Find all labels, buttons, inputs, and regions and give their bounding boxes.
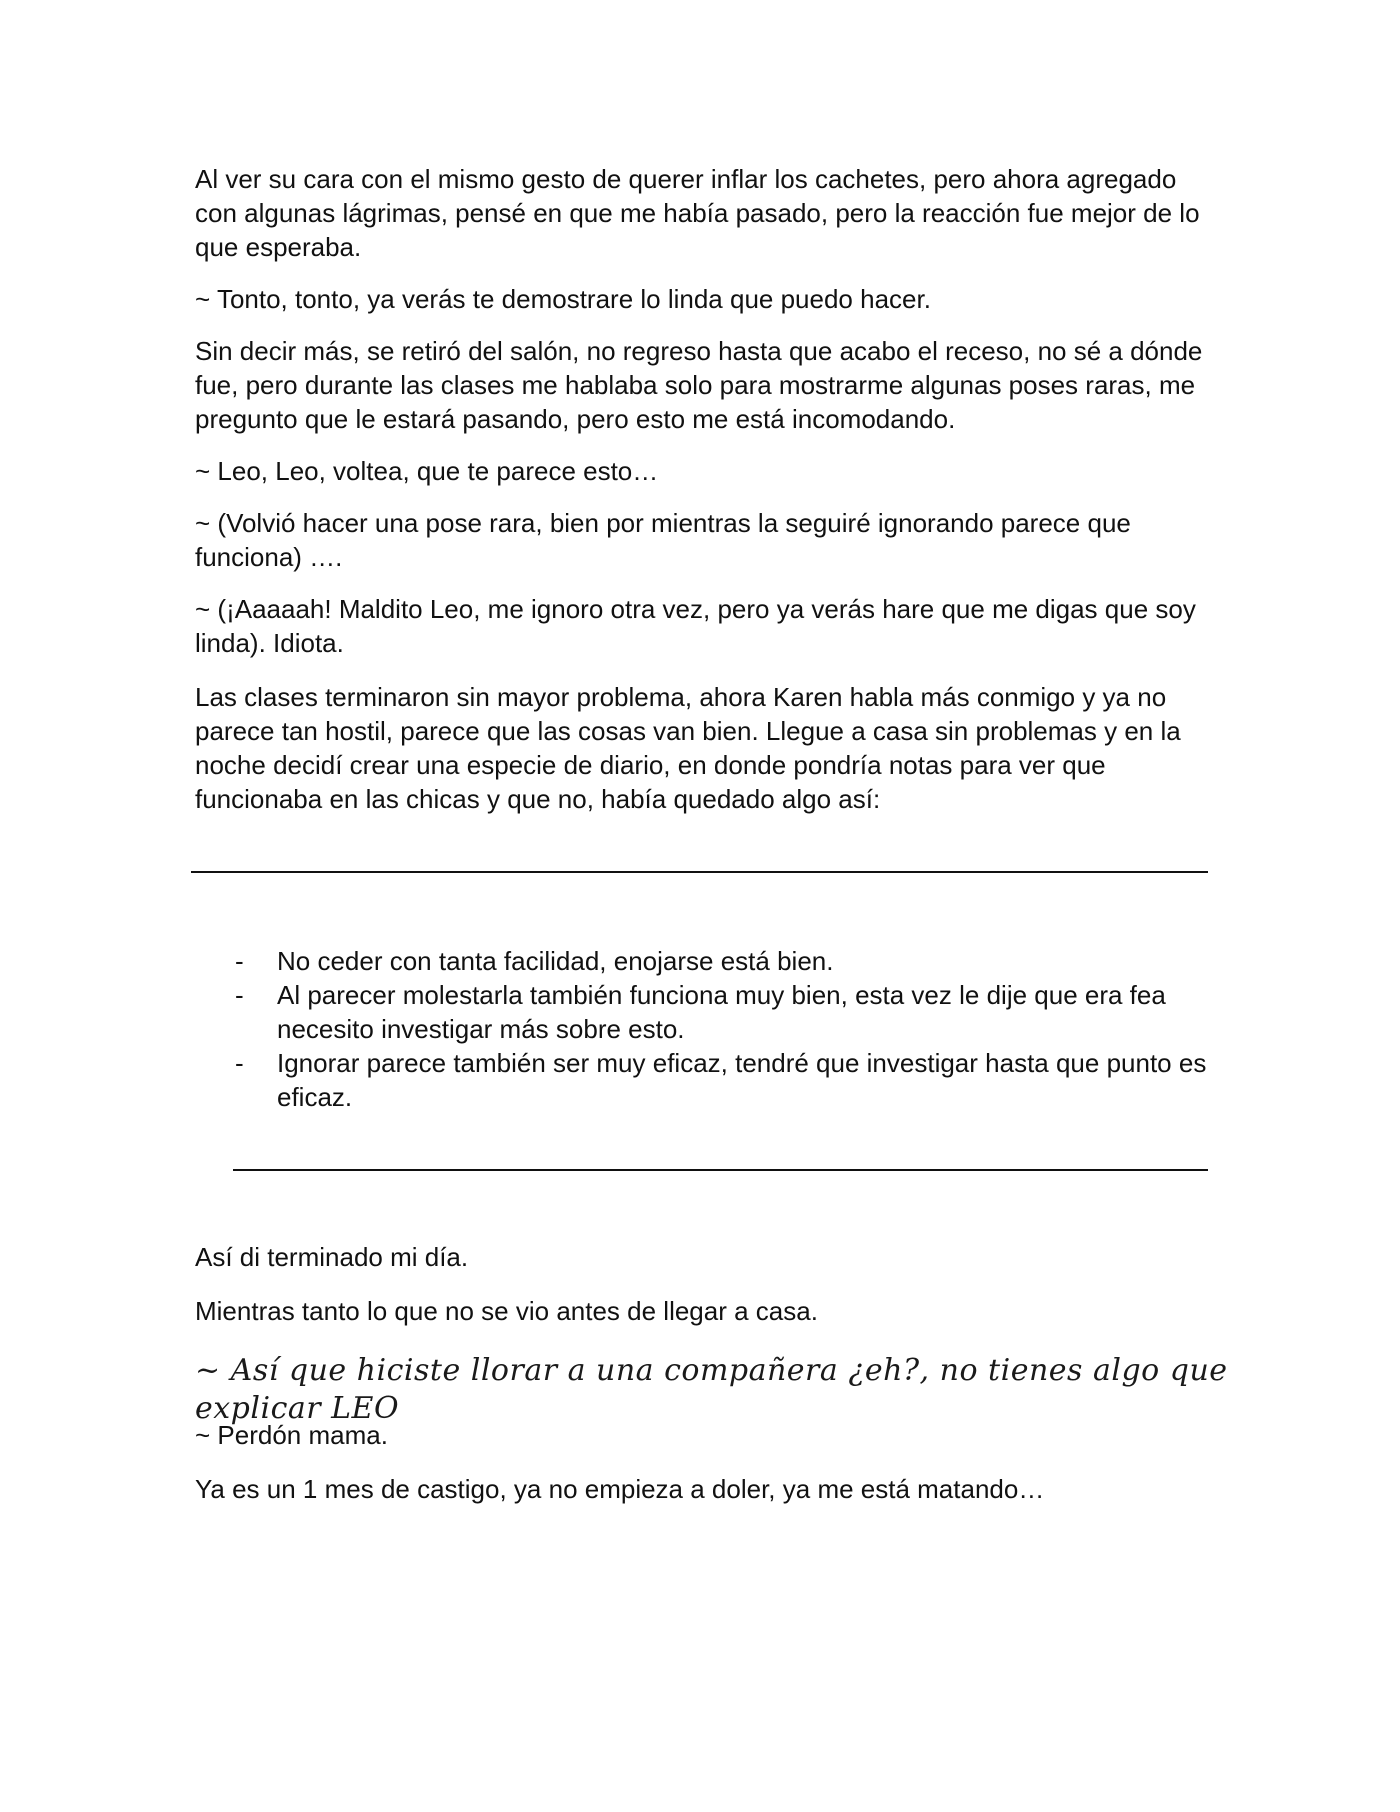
diary-top-rule xyxy=(191,871,1208,873)
paragraph-day-end: Así di terminado mi día. xyxy=(195,1242,469,1272)
diary-note-text: Al parecer molestarla también funciona muy bien, esta vez le dije que era fea necesito investigar más sobre esto. xyxy=(277,980,1166,1044)
paragraph-poses: Sin decir más, se retiró del salón, no regreso hasta que acabo el receso, no sé a dónde fue, pero durante las clases me hablaba solo para mostrarme algunas poses raras, me pregunto que le estará pasando, pero esto me está incomodando. xyxy=(195,336,1203,434)
dialogue-mom-handwritten: ~ Así que hiciste llorar a una compañera ¿eh?, no tienes algo que explicar LEO xyxy=(195,1353,1228,1426)
dialogue-karen-1: ~ Tonto, tonto, ya verás te demostrare lo linda que puedo hacer. xyxy=(195,284,931,314)
list-item xyxy=(195,944,1215,978)
paragraph-opening: Al ver su cara con el mismo gesto de querer inflar los cachetes, pero ahora agregado con algunas lágrimas, pensé en que me había pasado, pero la reacción fue mejor de lo que esperaba. xyxy=(195,164,1200,262)
dash-marker: - xyxy=(235,980,244,1010)
diary-notes-list xyxy=(195,944,1215,1114)
paragraph-punishment: Ya es un 1 mes de castigo, ya no empieza a doler, ya me está matando… xyxy=(195,1474,1045,1504)
diary-bottom-rule xyxy=(233,1169,1208,1171)
dialogue-karen-thought: ~ (¡Aaaaah! Maldito Leo, me ignoro otra vez, pero ya verás hare que me digas que soy linda). Idiota. xyxy=(195,594,1196,658)
diary-note-text: Ignorar parece también ser muy eficaz, tendré que investigar hasta que punto es eficaz. xyxy=(277,1048,1207,1112)
paragraph-diary-intro: Las clases terminaron sin mayor problema, ahora Karen habla más conmigo y ya no parece tan hostil, parece que las cosas van bien. Llegue a casa sin problemas y en la noche decidí crear una especie de diario, en donde pondría notas para ver que funcionaba en las chicas y que no, había quedado algo así: xyxy=(195,682,1181,814)
dash-marker: - xyxy=(235,1048,244,1078)
list-item xyxy=(195,1046,1215,1114)
dialogue-karen-2: ~ Leo, Leo, voltea, que te parece esto… xyxy=(195,456,659,486)
dialogue-leo-apology: ~ Perdón mama. xyxy=(195,1420,388,1450)
diary-note-text: No ceder con tanta facilidad, enojarse está bien. xyxy=(277,946,834,976)
list-item xyxy=(195,978,1215,1046)
dialogue-leo-thought: ~ (Volvió hacer una pose rara, bien por mientras la seguiré ignorando parece que funciona) …. xyxy=(195,508,1131,572)
paragraph-meanwhile: Mientras tanto lo que no se vio antes de llegar a casa. xyxy=(195,1296,818,1326)
dash-marker: - xyxy=(235,946,244,976)
